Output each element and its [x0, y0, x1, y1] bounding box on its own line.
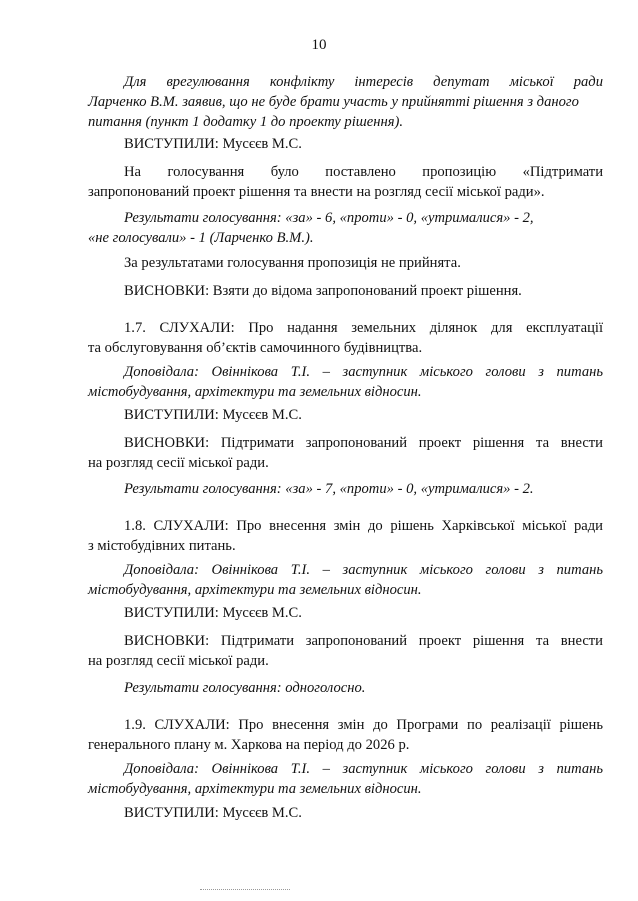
conclusion-1-7 — [88, 433, 603, 473]
scan-artifact — [200, 889, 290, 892]
text-line: на розгляд сесії міської ради. — [88, 455, 269, 471]
text-line: генерального плану м. Харкова на період до 2026 р. — [88, 737, 410, 753]
vote-results — [88, 208, 603, 248]
not-adopted-statement: За результатами голосування пропозиція не прийнята. — [124, 255, 461, 271]
agenda-item-1-7 — [88, 318, 603, 358]
text-line: питання (пункт 1 додатку 1 до проекту рішення). — [88, 114, 404, 130]
vote-results-1-7: Результати голосування: «за» - 7, «проти» - 0, «утрималися» - 2. — [124, 481, 534, 497]
text-line: з містобудівних питань. — [88, 538, 236, 554]
text-line: 1.8. СЛУХАЛИ: Про внесення змін до рішень Харківської міської ради — [124, 518, 603, 534]
voting-proposal — [88, 162, 603, 202]
text-line: ВИСНОВКИ: Підтримати запропонований проект рішення та внести — [124, 435, 603, 451]
text-line: На голосування було поставлено пропозицію «Підтримати — [124, 164, 603, 180]
text-line: Доповідала: Овіннікова Т.І. – заступник міського голови з питань — [124, 562, 603, 578]
text-line: Результати голосування: «за» - 6, «проти» - 0, «утрималися» - 2, — [124, 210, 534, 226]
conflict-of-interest-note — [88, 72, 603, 132]
text-line: містобудування, архітектури та земельних відносин. — [88, 582, 422, 598]
reporter-1-8 — [88, 560, 603, 600]
text-line: ВИСНОВКИ: Підтримати запропонований проект рішення та внести — [124, 633, 603, 649]
text-line: 1.9. СЛУХАЛИ: Про внесення змін до Програми по реалізації рішень — [124, 717, 603, 733]
text-line: 1.7. СЛУХАЛИ: Про надання земельних ділянок для експлуатації — [124, 320, 603, 336]
reporter-1-9 — [88, 759, 603, 799]
vote-results-1-8: Результати голосування: одноголосно. — [124, 680, 366, 696]
text-line: Для врегулювання конфлікту інтересів депутат міської ради — [124, 74, 603, 90]
text-line: Доповідала: Овіннікова Т.І. – заступник міського голови з питань — [124, 761, 603, 777]
text-line: запропонований проект рішення та внести на розгляд сесії міської ради». — [88, 184, 545, 200]
text-line: Ларченко В.М. заявив, що не буде брати участь у прийнятті рішення з даного — [88, 94, 579, 110]
conclusion-line: ВИСНОВКИ: Взяти до відома запропонований проект рішення. — [124, 283, 522, 299]
agenda-item-1-9 — [88, 715, 603, 755]
conclusion-1-8 — [88, 631, 603, 671]
speakers-1-9: ВИСТУПИЛИ: Мусєєв М.С. — [124, 805, 302, 821]
text-line: та обслуговування об’єктів самочинного будівництва. — [88, 340, 423, 356]
speakers-line: ВИСТУПИЛИ: Мусєєв М.С. — [124, 136, 302, 152]
text-line: «не голосували» - 1 (Ларченко В.М.). — [88, 230, 314, 246]
text-line: містобудування, архітектури та земельних відносин. — [88, 781, 422, 797]
reporter-1-7 — [88, 362, 603, 402]
speakers-1-8: ВИСТУПИЛИ: Мусєєв М.С. — [124, 605, 302, 621]
speakers-1-7: ВИСТУПИЛИ: Мусєєв М.С. — [124, 407, 302, 423]
page-number: 10 — [311, 37, 327, 53]
text-line: Доповідала: Овіннікова Т.І. – заступник міського голови з питань — [124, 364, 603, 380]
agenda-item-1-8 — [88, 516, 603, 556]
text-line: містобудування, архітектури та земельних відносин. — [88, 384, 422, 400]
text-line: на розгляд сесії міської ради. — [88, 653, 269, 669]
